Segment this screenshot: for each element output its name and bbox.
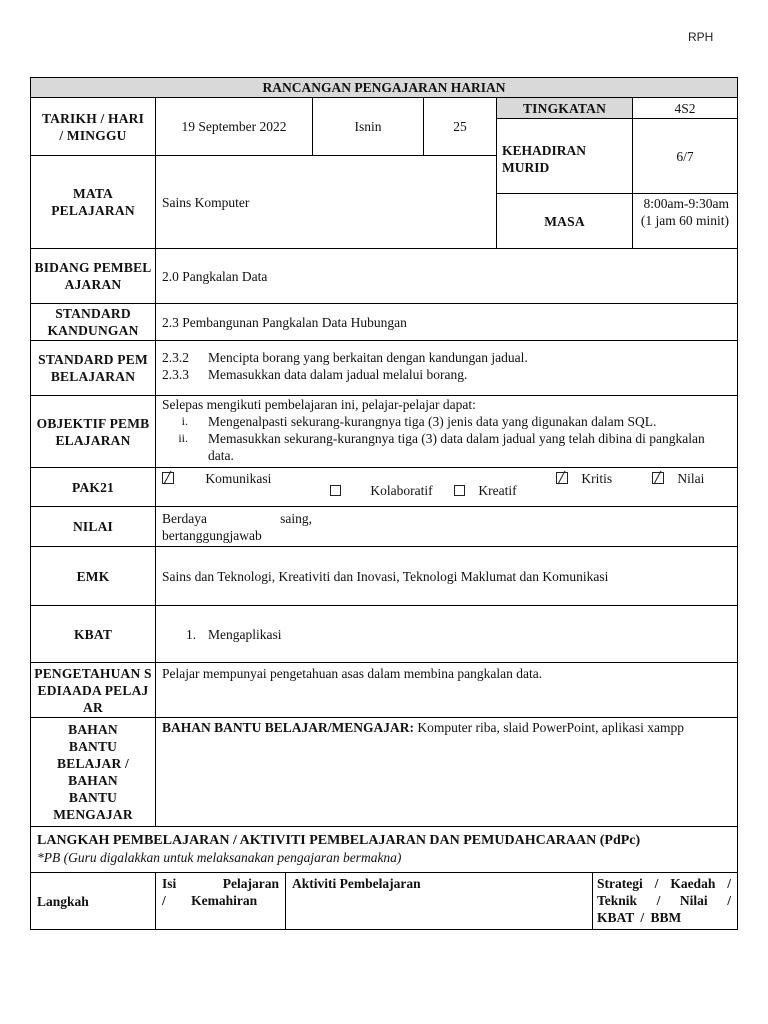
- bidang-label-text: BIDANG PEMBELAJARAN: [34, 260, 152, 292]
- standard-kandungan-label-text: STANDARD KANDUNGAN: [47, 306, 139, 338]
- standard-pembelajaran-label-text: STANDARD PEMBELAJARAN: [38, 352, 148, 384]
- kehadiran-label-text: KEHADIRAN MURID: [502, 143, 587, 175]
- pak21-option-kritis[interactable]: [556, 470, 612, 487]
- column-strategi: [593, 875, 737, 929]
- kbat-text: Mengaplikasi: [208, 626, 282, 642]
- tingkatan-label: TINGKATAN: [522, 100, 607, 116]
- masa-value: 8:00am-9:30am (1 jam 60 minit): [640, 196, 729, 228]
- nilai-line-2: bertanggungjawab: [162, 528, 262, 543]
- emk-label: EMK: [76, 568, 110, 584]
- kbat-num: 1.: [186, 626, 197, 642]
- tarikh-label-text: TARIKH / HARI / MINGGU: [41, 110, 145, 143]
- objektif-item-1-text: Mengenalpasti sekurang-kurangnya tiga (3) jenis data yang digunakan dalam SQL.: [208, 414, 657, 429]
- tarikh-day: Isnin: [354, 119, 382, 134]
- sp-item-1-text: Mencipta borang yang berkaitan dengan kandungan jadual.: [208, 350, 528, 365]
- standard-pembelajaran-list: [156, 349, 737, 389]
- sp-item-1-code: 2.3.2: [162, 350, 189, 365]
- objektif-item-2-text: Memasukkan sekurang-kurangnya tiga (3) data dalam jadual yang telah dibina di pangkalan data.: [208, 431, 705, 463]
- pak21-option-kolaboratif-label: Kolaboratif: [370, 483, 433, 498]
- bahan-label: [31, 718, 155, 826]
- objektif-label: [31, 396, 155, 467]
- kbat-label: KBAT: [73, 626, 113, 642]
- sp-item-1: [162, 349, 737, 366]
- mata-pelajaran-label: [31, 156, 155, 248]
- objektif-item-1: [162, 413, 737, 430]
- column-aktiviti: Aktiviti Pembelajaran: [292, 876, 421, 891]
- objektif-content: [156, 396, 737, 467]
- nilai-value: [156, 510, 737, 546]
- pak21-option-kolaboratif[interactable]: [330, 482, 433, 499]
- empty-checkbox-icon[interactable]: [454, 485, 465, 496]
- pak21-option-kritis-label: Kritis: [581, 471, 613, 486]
- pengetahuan-value: Pelajar mempunyai pengetahuan asas dalam membina pangkalan data.: [162, 666, 543, 681]
- pak21-option-nilai[interactable]: [652, 470, 704, 487]
- kbat-value: [156, 606, 737, 662]
- column-isi-pelajaran-text: Isi Pelajaran / Kemahiran: [162, 876, 279, 908]
- nilai-word-2: saing,: [280, 511, 312, 526]
- document-title: RANCANGAN PENGAJARAN HARIAN: [262, 80, 506, 95]
- bahan-text: Komputer riba, slaid PowerPoint, aplikasi xampp: [417, 720, 684, 735]
- kehadiran-label: [497, 119, 632, 193]
- emk-value: Sains dan Teknologi, Kreativiti dan Inovasi, Teknologi Maklumat dan Komunikasi: [162, 568, 609, 584]
- checked-box-icon[interactable]: [652, 472, 664, 484]
- standard-kandungan-label: [31, 304, 155, 340]
- nilai-label: NILAI: [72, 519, 113, 534]
- sp-item-2-code: 2.3.3: [162, 367, 189, 382]
- pak21-option-komunikasi-label: Komunikasi: [205, 471, 272, 486]
- pengetahuan-label-text: PENGETAHUAN SEDIAADA PELAJAR: [34, 665, 152, 715]
- pak21-option-nilai-label: Nilai: [677, 471, 705, 486]
- mata-pelajaran-value: Sains Komputer: [162, 194, 250, 210]
- bidang-value: 2.0 Pangkalan Data: [162, 268, 268, 284]
- tarikh-date: 19 September 2022: [181, 119, 287, 134]
- mata-pelajaran-label-text: MATA PELAJARAN: [51, 186, 135, 218]
- objektif-label-text: OBJEKTIF PEMBELAJARAN: [36, 415, 150, 448]
- bahan-prefix: BAHAN BANTU BELAJAR/MENGAJAR:: [162, 720, 415, 735]
- pak21-label: PAK21: [72, 479, 114, 495]
- pak21-option-kreatif-label: Kreatif: [478, 483, 517, 498]
- langkah-section-note: *PB (Guru digalakkan untuk melaksanakan pengajaran bermakna): [37, 850, 402, 865]
- sp-item-2: [162, 366, 737, 383]
- tingkatan-value: 4S2: [674, 100, 696, 116]
- pengetahuan-label: [31, 663, 155, 717]
- objektif-item-2: [162, 430, 737, 464]
- tarikh-label: [31, 98, 155, 155]
- pak21-option-kreatif[interactable]: [454, 482, 517, 499]
- page-header-label: RPH: [688, 30, 714, 44]
- nilai-line-1: [162, 510, 312, 527]
- langkah-section-title: LANGKAH PEMBELAJARAN / AKTIVITI PEMBELAJARAN DAN PEMUDAHCARAAN (PdPc): [37, 833, 641, 848]
- pak21-option-komunikasi[interactable]: [162, 470, 271, 487]
- bahan-label-text: BAHAN BANTU BELAJAR / BAHAN BANTU MENGAJAR: [53, 722, 133, 822]
- tarikh-week: 25: [453, 119, 467, 134]
- standard-pembelajaran-label: [31, 341, 155, 395]
- column-strategi-text: Strategi / Kaedah / Teknik / Nilai / KBAT / BBM: [597, 876, 731, 925]
- empty-checkbox-icon[interactable]: [330, 485, 341, 496]
- objektif-intro: Selepas mengikuti pembelajaran ini, pelajar-pelajar dapat:: [162, 397, 476, 412]
- masa-label: MASA: [544, 213, 585, 229]
- checked-box-icon[interactable]: [162, 472, 174, 484]
- bahan-value: [156, 719, 737, 819]
- sp-item-2-text: Memasukkan data dalam jadual melalui borang.: [208, 367, 468, 382]
- column-isi-pelajaran: [156, 875, 285, 925]
- kehadiran-value: 6/7: [676, 148, 694, 164]
- langkah-section: [31, 832, 737, 872]
- objektif-item-2-num: ii.: [178, 431, 188, 445]
- bidang-label: [31, 249, 155, 303]
- checked-box-icon[interactable]: [556, 472, 568, 484]
- column-langkah: Langkah: [37, 893, 89, 909]
- nilai-word-1: Berdaya: [162, 511, 207, 526]
- objektif-item-1-num: i.: [181, 414, 188, 428]
- pak21-options: [156, 468, 737, 506]
- standard-kandungan-value: 2.3 Pembangunan Pangkalan Data Hubungan: [162, 314, 407, 330]
